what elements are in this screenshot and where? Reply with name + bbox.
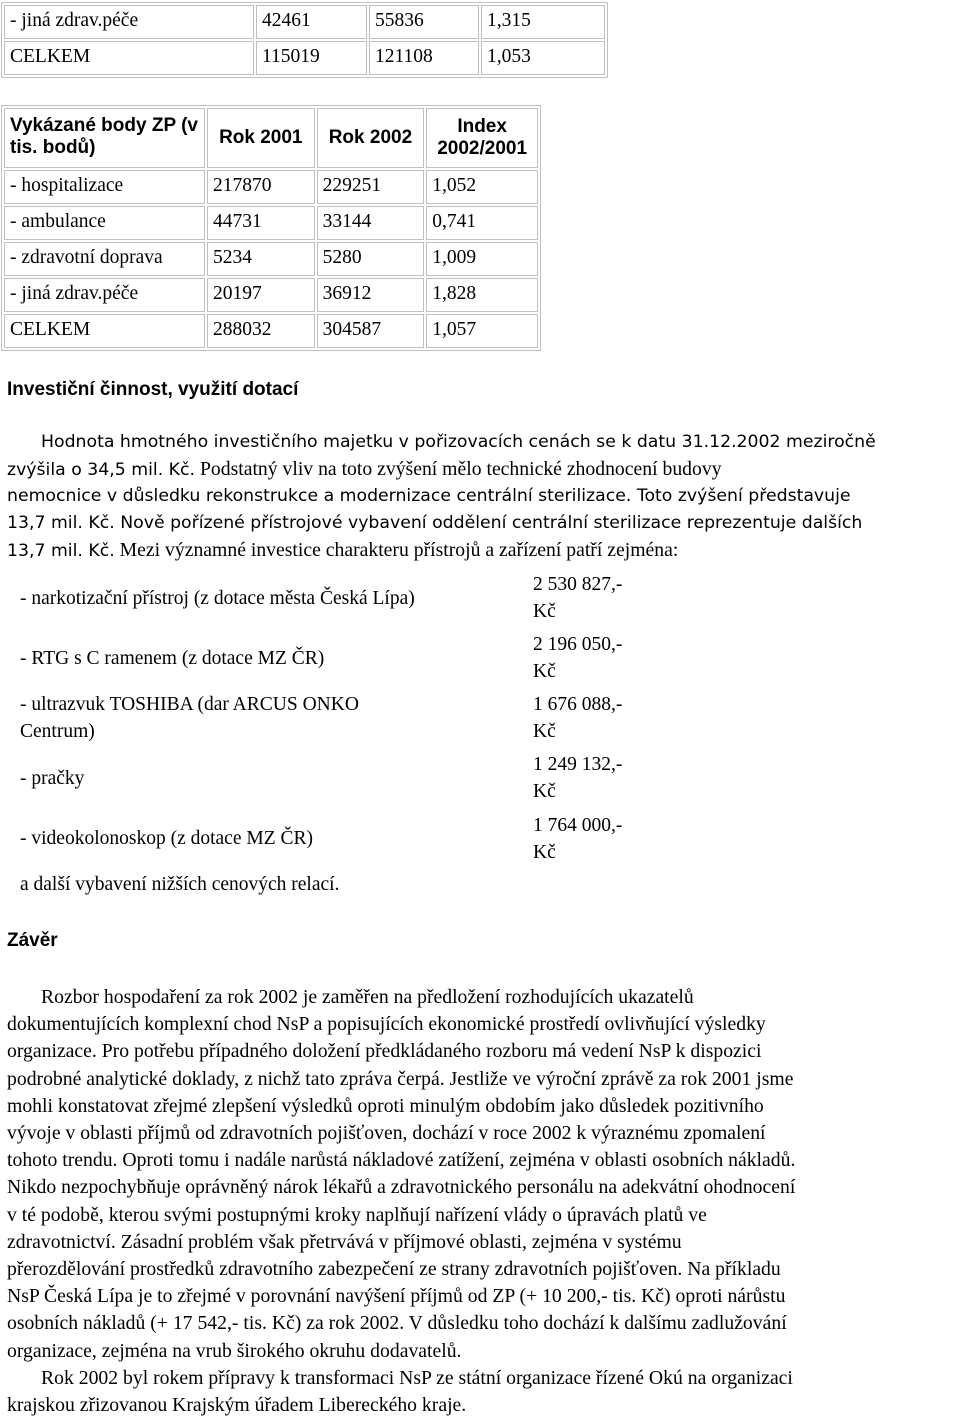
table-row xyxy=(4,170,538,204)
table-cell: - ambulance xyxy=(4,206,205,240)
table-cell: 121108 xyxy=(369,41,479,75)
table-cell: 55836 xyxy=(369,5,479,39)
header-cell: Rok 2001 xyxy=(207,108,315,168)
investment-line-5b: Mezi významné investice charakteru přístrojů a zařízení patří zejména: xyxy=(114,539,679,561)
equipment-amount: 1 676 088,- xyxy=(533,694,623,715)
conclusion-line: Rok 2002 byl rokem přípravy k transformaci NsP ze státní organizace řízené Okú na organizaci xyxy=(41,1366,793,1389)
table-cell: 304587 xyxy=(317,314,425,348)
investment-line-2a: zvýšila o 34,5 mil. Kč. xyxy=(7,460,196,480)
table-cell: - zdravotní doprava xyxy=(4,242,205,276)
table-cell: 36912 xyxy=(317,278,425,312)
conclusion-line: zdravotnictví. Zásadní problém však přetrvává v příjmové oblasti, zejména v systému xyxy=(7,1230,682,1253)
header-cell: Rok 2002 xyxy=(317,108,425,168)
investment-line-4: 13,7 mil. Kč. Nově pořízené přístrojové vybavení oddělení centrální sterilizace reprezentuje dalších xyxy=(7,513,863,533)
equipment-name: - videokolonoskop (z dotace MZ ČR) xyxy=(20,828,313,849)
equipment-name: - pračky xyxy=(20,768,85,789)
conclusion-line: Nikdo nezpochybňuje oprávněný nárok lékařů a zdravotnického personálu na adekvátní ohodnocení xyxy=(7,1176,796,1199)
table-row xyxy=(4,41,605,75)
table-cell: 5280 xyxy=(317,242,425,276)
conclusion-line: NsP Česká Lípa je to zřejmé v porovnání navýšení příjmů od ZP (+ 10 200,- tis. Kč) oproti nárůstu xyxy=(7,1285,786,1308)
table-row xyxy=(4,206,538,240)
equipment-name-cont: Centrum) xyxy=(20,721,95,742)
investment-line-2 xyxy=(7,456,722,484)
conclusion-line: v té podobě, kterou svými postupnými kroky naplňují nařízení vlády o úpravách platů ve xyxy=(7,1203,707,1226)
table-cell: 229251 xyxy=(317,170,425,204)
table-cell: - jiná zdrav.péče xyxy=(4,5,254,39)
equipment-amount: 2 196 050,- xyxy=(533,634,623,655)
table-row xyxy=(4,314,538,348)
equipment-unit: Kč xyxy=(533,601,556,622)
conclusion-heading: Závěr xyxy=(7,930,58,951)
conclusion-line: tohoto trendu. Oproti tomu i nadále narůstá nákladové zatížení, zejména v oblasti osobních nákladů. xyxy=(7,1149,796,1172)
table-cell: - hospitalizace xyxy=(4,170,205,204)
table-cell: 217870 xyxy=(207,170,315,204)
equipment-unit: Kč xyxy=(533,842,556,863)
table-row xyxy=(4,5,605,39)
equipment-unit: Kč xyxy=(533,661,556,682)
equipment-amount: 1 249 132,- xyxy=(533,754,623,775)
table-cell: - jiná zdrav.péče xyxy=(4,278,205,312)
table-cell: 1,057 xyxy=(426,314,538,348)
equipment-unit: Kč xyxy=(533,721,556,742)
table-cell: 0,741 xyxy=(426,206,538,240)
conclusion-line: vývoje v oblasti příjmů od zdravotních pojišťoven, dochází v roce 2002 k výraznému zpomalení xyxy=(7,1122,766,1145)
table-cell: 42461 xyxy=(256,5,367,39)
conclusion-line: krajskou zřizovanou Krajským úřadem Libereckého kraje. xyxy=(7,1394,467,1417)
investment-line-2b: Podstatný vliv na toto zvýšení mělo technické zhodnocení budovy xyxy=(195,458,722,480)
table-cell: 1,009 xyxy=(426,242,538,276)
table-cell: CELKEM xyxy=(4,314,205,348)
top-summary-table xyxy=(1,2,608,78)
table-cell: 20197 xyxy=(207,278,315,312)
investment-heading: Investiční činnost, využití dotací xyxy=(7,379,299,400)
table-cell: 115019 xyxy=(256,41,367,75)
conclusion-line: Rozbor hospodaření za rok 2002 je zaměřen na předložení rozhodujících ukazatelů xyxy=(41,986,694,1008)
table-cell: 288032 xyxy=(207,314,315,348)
table-cell: 33144 xyxy=(317,206,425,240)
equipment-name: - narkotizační přístroj (z dotace města Česká Lípa) xyxy=(20,588,415,609)
table-cell: 1,315 xyxy=(481,5,605,39)
table-cell: 1,053 xyxy=(481,41,605,75)
table-header-row xyxy=(4,108,538,168)
table-cell: 44731 xyxy=(207,206,315,240)
conclusion-line: přerozdělování prostředků zdravotního zabezpečení ze strany zdravotních pojišťoven. Na příkladu xyxy=(7,1258,781,1281)
investment-line-5a: 13,7 mil. Kč. xyxy=(7,541,115,561)
conclusion-paragraph xyxy=(7,984,957,1419)
equipment-name: - RTG s C ramenem (z dotace MZ ČR) xyxy=(20,648,325,669)
equipment-closing: a další vybavení nižších cenových relací. xyxy=(20,874,340,895)
conclusion-line: organizace. Pro potřebu případného doložení předkládaného rozboru má vedení NsP k dispozici xyxy=(7,1040,762,1063)
table-row xyxy=(4,278,538,312)
points-table xyxy=(1,105,541,351)
conclusion-line: mohli konstatovat zřejmé zlepšení výsledků oproti minulým obdobím jako důsledek pozitivního xyxy=(7,1094,764,1117)
table-cell: CELKEM xyxy=(4,41,254,75)
investment-line-1: Hodnota hmotného investičního majetku v pořizovacích cenách se k datu 31.12.2002 meziročně xyxy=(41,432,876,452)
investment-line-5 xyxy=(7,537,678,565)
header-cell: Index 2002/2001 xyxy=(426,108,538,168)
equipment-amount: 1 764 000,- xyxy=(533,815,623,836)
conclusion-line: organizace, zejména na vrub širokého okruhu dodavatelů. xyxy=(7,1339,462,1362)
table-cell: 5234 xyxy=(207,242,315,276)
table-row xyxy=(4,242,538,276)
conclusion-line: dokumentujících komplexní chod NsP a popisujících ekonomické prostředí ovlivňující výsledky xyxy=(7,1013,766,1036)
conclusion-line: osobních nákladů (+ 17 542,- tis. Kč) za rok 2002. V důsledku toho dochází k dalšímu zadlužování xyxy=(7,1312,787,1335)
equipment-amount: 2 530 827,- xyxy=(533,574,623,595)
table-cell: 1,828 xyxy=(426,278,538,312)
table-cell: 1,052 xyxy=(426,170,538,204)
investment-line-3: nemocnice v důsledku rekonstrukce a modernizace centrální sterilizace. Toto zvýšení představuje xyxy=(7,486,851,506)
equipment-unit: Kč xyxy=(533,781,556,802)
conclusion-line: podrobné analytické doklady, z nichž tato zpráva čerpá. Jestliže ve výroční zprávě za rok 2001 jsme xyxy=(7,1067,794,1090)
header-cell: Vykázané body ZP (v tis. bodů) xyxy=(4,108,205,168)
equipment-name: - ultrazvuk TOSHIBA (dar ARCUS ONKO xyxy=(20,694,359,715)
